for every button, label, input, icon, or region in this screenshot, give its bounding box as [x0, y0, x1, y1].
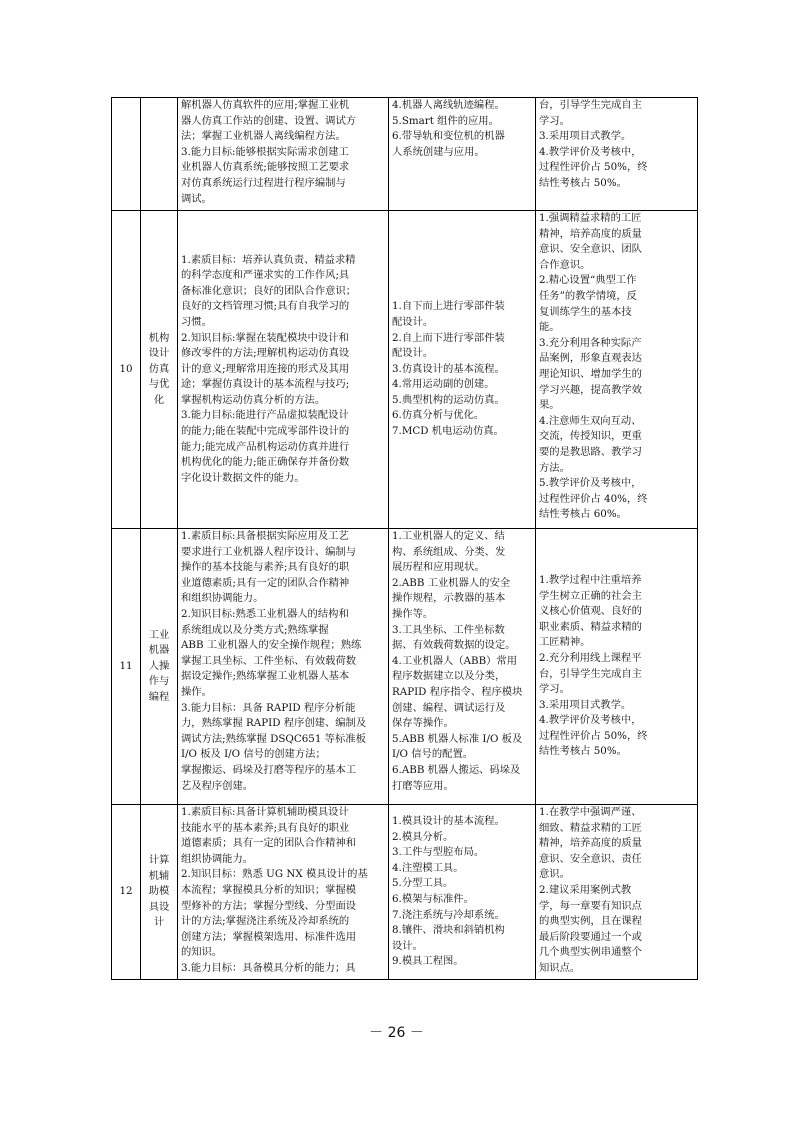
cell-line: 掌握工具坐标、工件坐标、有效载荷数	[181, 654, 357, 667]
cell-line: 意识、安全意识、责任	[539, 852, 642, 865]
cell-line: 过程性评价占 40%，终	[539, 492, 648, 505]
cell-line: 业机器人仿真系统;能够按照工艺要求	[181, 161, 350, 174]
content-cell	[389, 529, 536, 805]
cell-line: 艺及程序创建。	[181, 779, 254, 792]
course-number: 12	[119, 885, 133, 898]
requirements-cell	[536, 529, 698, 805]
cell-line: 台，引导学生完成自主	[539, 667, 642, 680]
requirements-cell	[536, 211, 698, 529]
cell-line: 知识点。	[539, 961, 581, 974]
cell-line: 细致、精益求精的工匠	[539, 821, 642, 834]
cell-line: 1.自下而上进行零部件装	[392, 300, 505, 313]
course-number-cell	[112, 805, 141, 980]
course-number: 11	[119, 659, 133, 672]
cell-line: 能。	[539, 321, 560, 334]
cell-line: 品案例，形象直观表达	[539, 352, 642, 365]
cell-line: 4.注塑模工具。	[392, 861, 464, 874]
cell-line: 3.能力目标:能进行产品虚拟装配设计	[181, 409, 349, 422]
cell-line: 系统组成以及分类方式;熟练掌握	[181, 623, 329, 636]
table-row	[112, 211, 698, 529]
cell-line: 2.建议采用案例式教	[539, 883, 632, 896]
cell-line: 3.充分利用各种实际产	[539, 336, 642, 349]
content-cell	[389, 211, 536, 529]
cell-line: 精神，培养高度的质量	[539, 227, 642, 240]
objectives-cell	[178, 211, 389, 529]
cell-line: 7.MCD 机电运动仿真。	[392, 425, 504, 438]
cell-line: 良好的文档管理习惯;具有自我学习的	[181, 300, 350, 313]
cell-line: 3.采用项目式教学。	[539, 698, 632, 711]
cell-line: 据设定操作;熟练掌握工业机器人基本	[181, 670, 350, 683]
cell-line: 组织协调能力。	[181, 852, 254, 865]
cell-line: 操作。	[181, 685, 212, 698]
cell-line: 过程性评价占 50%，终	[539, 729, 648, 742]
cell-line: 5.Smart 组件的应用。	[392, 114, 499, 127]
cell-line: 2.自上而下进行零部件装	[392, 331, 505, 344]
cell-line: 2.精心设置“典型工作	[539, 274, 637, 287]
cell-line: 1.工业机器人的定义、结	[392, 530, 505, 542]
cell-line: 过程性评价占 50%，终	[539, 161, 648, 174]
cell-line: 4.机器人离线轨迹编程。	[392, 99, 505, 111]
course-name-cell	[141, 529, 178, 805]
cell-line: 力，熟练掌握 RAPID 程序创建、编制及	[181, 717, 367, 730]
cell-line: 台，引导学生完成自主	[539, 99, 642, 111]
cell-line: 学，每一章要有知识点	[539, 899, 642, 912]
cell-line: 学习。	[539, 683, 570, 696]
cell-line: 操作的基本技能与素养;具有良好的职	[181, 561, 350, 574]
cell-line: 备标准化意识；良好的团队合作意识；	[181, 284, 357, 297]
cell-line: ABB 工业机器人的安全操作规程；熟练	[181, 639, 362, 652]
cell-line: I/O 信号的配置。	[392, 748, 474, 761]
cell-line: 几个典型实例串通整个	[539, 946, 642, 959]
cell-line: 修改零件的方法;理解机构运动仿真设	[181, 347, 350, 360]
cell-line: 结性考核占 60%。	[539, 508, 627, 521]
cell-line: 技能水平的基本素养;具有良好的职业	[181, 821, 350, 834]
requirements-cell	[536, 805, 698, 980]
cell-line: 计的方法;掌握浇注系统及冷却系统的	[181, 915, 350, 928]
cell-line: 3.仿真设计的基本流程。	[392, 362, 505, 375]
course-name: 机构 设计 仿真 与优 化	[148, 331, 170, 406]
table-row	[112, 805, 698, 980]
cell-line: 保存等操作。	[392, 717, 454, 730]
cell-line: 3.工具坐标、工件坐标数	[392, 623, 505, 636]
cell-line: 2.知识目标：熟悉 UG NX 模具设计的基	[181, 868, 368, 881]
cell-line: 调试。	[181, 192, 212, 205]
cell-line: 配设计。	[392, 347, 434, 360]
cell-line: 本流程；掌握模具分析的知识；掌握模	[181, 883, 357, 896]
cell-line: 任务”的教学情境，反	[539, 289, 637, 302]
cell-line: 义核心价值观、良好的	[539, 605, 642, 618]
table-row	[112, 98, 698, 211]
cell-line: 人系统创建与应用。	[392, 145, 485, 158]
cell-line: 1.素质目标:具备计算机辅助模具设计	[181, 806, 349, 818]
cell-line: 4.常用运动副的创建。	[392, 378, 495, 391]
cell-line: 精神，培养高度的质量	[539, 837, 642, 850]
cell-line: 2.ABB 工业机器人的安全	[392, 576, 511, 589]
cell-line: 2.充分利用线上课程平	[539, 651, 642, 664]
cell-line: 7.浇注系统与冷却系统。	[392, 908, 505, 921]
cell-line: 器人仿真工作站的创建、设置、调试方	[181, 114, 357, 127]
cell-line: 学习。	[539, 114, 570, 127]
cell-line: 果。	[539, 399, 560, 412]
cell-line: 学习兴趣，提高教学效	[539, 383, 642, 396]
cell-line: 1.素质目标:具备根据实际应用及工艺	[181, 530, 349, 542]
cell-line: 工匠精神。	[539, 636, 591, 649]
cell-line: 构、系统组成、分类、发	[392, 545, 506, 558]
cell-line: 能力;能完成产品机构运动仿真并进行	[181, 440, 350, 453]
page-number: － 26 －	[369, 1025, 424, 1041]
curriculum-table	[111, 97, 698, 980]
cell-line: 3.采用项目式教学。	[539, 130, 632, 143]
requirements-cell	[536, 98, 698, 211]
cell-line: 展历程和应用现状。	[392, 561, 485, 574]
cell-line: 意识、安全意识、团队	[539, 243, 642, 256]
course-name-cell	[141, 98, 178, 211]
cell-line: 结性考核占 50%。	[539, 176, 627, 189]
cell-line: 意识。	[539, 868, 570, 881]
cell-line: 3.工件与型腔布局。	[392, 846, 485, 859]
cell-line: 操作规程，示教器的基本	[392, 592, 506, 605]
cell-line: 和组织协调能力。	[181, 592, 264, 605]
cell-line: 法；掌握工业机器人离线编程方法。	[181, 130, 346, 143]
course-number-cell	[112, 98, 141, 211]
cell-line: 设计。	[392, 939, 423, 952]
cell-line: 2.知识目标:熟悉工业机器人的结构和	[181, 607, 349, 620]
cell-line: 的能力;能在装配中完成零部件设计的	[181, 425, 350, 438]
cell-line: 3.能力目标:能够根据实际需求创建工	[181, 145, 349, 158]
cell-line: 2.模具分析。	[392, 830, 454, 843]
cell-line: I/O 板及 I/O 信号的创建方法；	[181, 748, 326, 761]
cell-line: 5.ABB 机器人标准 I/O 板及	[392, 732, 523, 745]
cell-line: 的知识。	[181, 946, 223, 959]
cell-line: 掌握搬运、码垛及打磨等程序的基本工	[181, 763, 357, 776]
objectives-cell	[178, 805, 389, 980]
cell-line: 职业素质、精益求精的	[539, 620, 642, 633]
cell-line: 程序数据建立以及分类，	[392, 670, 506, 683]
cell-line: 创建方法；掌握模架选用、标准件选用	[181, 930, 357, 943]
table-row	[112, 529, 698, 805]
cell-line: 据、有效载荷数据的设定。	[392, 639, 516, 652]
cell-line: 1.强调精益求精的工匠	[539, 212, 642, 224]
cell-line: 1.教学过程中注重培养	[539, 573, 642, 586]
content-cell	[389, 98, 536, 211]
cell-line: 打磨等应用。	[392, 779, 454, 792]
content-cell	[389, 805, 536, 980]
cell-line: 业道德素质;具有一定的团队合作精神	[181, 576, 350, 589]
cell-line: 6.带导轨和变位机的机器	[392, 130, 505, 143]
course-number-cell	[112, 529, 141, 805]
cell-line: 4.教学评价及考核中，	[539, 145, 642, 158]
objectives-cell	[178, 529, 389, 805]
cell-line: 合作意识。	[539, 258, 591, 271]
cell-line: 5.分型工具。	[392, 877, 454, 890]
cell-line: 途；掌握仿真设计的基本流程与技巧;	[181, 378, 350, 391]
cell-line: 解机器人仿真软件的应用;掌握工业机	[181, 99, 350, 111]
cell-line: 方法。	[539, 461, 570, 474]
cell-line: 要求进行工业机器人程序设计、编制与	[181, 545, 357, 558]
cell-line: 9.模具工程图。	[392, 955, 464, 968]
objectives-cell	[178, 98, 389, 211]
cell-line: 型修补的方法；掌握分型线、分型面设	[181, 899, 357, 912]
cell-line: 理论知识、增加学生的	[539, 367, 642, 380]
cell-line: 最后阶段要通过一个或	[539, 930, 642, 943]
course-number: 10	[119, 362, 133, 375]
cell-line: 1.模具设计的基本流程。	[392, 815, 505, 828]
course-number-cell	[112, 211, 141, 529]
cell-line: 掌握机构运动仿真分析的方法。	[181, 393, 326, 406]
cell-line: 的科学态度和严谨求实的工作作风;具	[181, 269, 350, 282]
cell-line: 4.教学评价及考核中，	[539, 714, 642, 727]
course-name: 计算 机辅 助模 具设 计	[148, 854, 170, 929]
cell-line: 计的意义;理解常用连接的形式及其用	[181, 362, 350, 375]
cell-line: 3.能力目标：具备模具分析的能力；具	[181, 961, 356, 974]
cell-line: 6.仿真分析与优化。	[392, 409, 485, 422]
cell-line: 对仿真系统运行过程进行程序编制与	[181, 176, 346, 189]
course-name: 工业 机器 人操 作与 编程	[148, 628, 170, 703]
cell-line: 复训练学生的基本技	[539, 305, 632, 318]
cell-line: 6.ABB 机器人搬运、码垛及	[392, 763, 521, 776]
cell-line: 4.工业机器人（ABB）常用	[392, 654, 518, 667]
cell-line: 道德素质；具有一定的团队合作精神和	[181, 837, 357, 850]
cell-line: 结性考核占 50%。	[539, 745, 627, 758]
cell-line: 3.能力目标：具备 RAPID 程序分析能	[181, 701, 356, 714]
cell-line: 交流，传授知识，更重	[539, 430, 642, 443]
cell-line: 操作等。	[392, 607, 434, 620]
cell-line: 调试方法;熟练掌握 DSQC651 等标准板	[181, 732, 366, 745]
cell-line: 创建、编程、调试运行及	[392, 701, 506, 714]
cell-line: 字化设计数据文件的能力。	[181, 471, 305, 484]
cell-line: 机构优化的能力;能正确保存并备份数	[181, 456, 350, 469]
cell-line: 习惯。	[181, 315, 212, 328]
cell-line: 1.素质目标：培养认真负责、精益求精	[181, 253, 356, 266]
cell-line: 6.模架与标准件。	[392, 893, 474, 905]
course-name-cell	[141, 805, 178, 980]
cell-line: RAPID 程序指令、程序模块	[392, 685, 523, 698]
cell-line: 8.镶件、滑块和斜销机构	[392, 924, 505, 937]
cell-line: 配设计。	[392, 315, 434, 328]
cell-line: 学生树立正确的社会主	[539, 589, 642, 602]
cell-line: 5.典型机构的运动仿真。	[392, 393, 505, 406]
cell-line: 5.教学评价及考核中，	[539, 477, 642, 490]
cell-line: 1.在教学中强调严谨、	[539, 806, 642, 818]
cell-line: 4.注意师生双向互动、	[539, 414, 642, 427]
cell-line: 的典型实例，且在课程	[539, 915, 642, 928]
cell-line: 要的是教思路、教学习	[539, 445, 642, 458]
cell-line: 2.知识目标:掌握在装配模块中设计和	[181, 331, 349, 344]
course-name-cell	[141, 211, 178, 529]
